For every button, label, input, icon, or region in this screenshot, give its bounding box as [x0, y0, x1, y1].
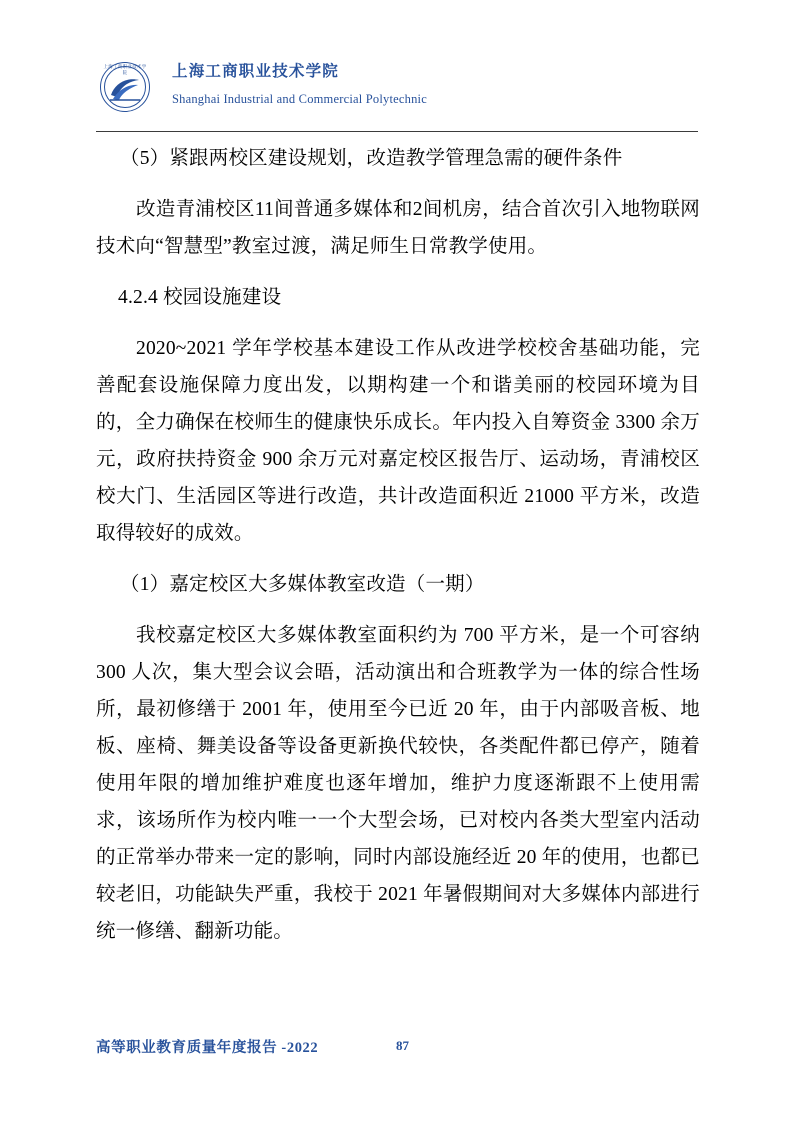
header-divider: [96, 131, 698, 132]
school-emblem-icon: [96, 60, 158, 116]
sub-paragraph-1: 我校嘉定校区大多媒体教室面积约为 700 平方米，是一个可容纳 300 人次，集大型会议会晤，活动演出和合班教学为一体的综合性场所，最初修缮于 2001 年，使用至今已近 20 年，由于内部吸音板、地板、座椅、舞美设备等设备更新换代较快，各类配件都已停产，随着使用年限的增加维护难度也逐年增加，维护力度逐渐跟不上使用需求，该场所作为校内唯一一个大型会场，已对校内各类大型室内活动的正常举办带来一定的影响，同时内部设施经近 20 年的使用，也都已较老旧，功能缺失严重，我校于 2021 年暑假期间对大多媒体内部进行统一修缮、翻新功能。: [96, 625, 700, 942]
document-body: [96, 140, 700, 950]
document-footer: [96, 1036, 700, 1060]
section-heading: 4.2.4 校园设施建设: [118, 287, 282, 308]
document-header: [96, 58, 696, 120]
emblem-inner-label: 上海工商职业技术学院: [103, 64, 147, 75]
emblem-swoosh-icon: [109, 75, 141, 101]
item5-heading: （5）紧跟两校区建设规划，改造教学管理急需的硬件条件: [120, 148, 623, 169]
header-title-en: Shanghai Industrial and Commercial Polytechnic: [172, 92, 427, 106]
item5-paragraph: 改造青浦校区11间普通多媒体和2间机房，结合首次引入地物联网技术向“智慧型”教室过渡，满足师生日常教学使用。: [96, 199, 700, 257]
header-title-cn: 上海工商职业技术学院: [172, 63, 340, 80]
sub-heading-1: （1）嘉定校区大多媒体教室改造（一期）: [120, 574, 485, 595]
header-title-group: [172, 58, 427, 109]
section-paragraph: 2020~2021 学年学校基本建设工作从改进学校校舍基础功能，完善配套设施保障力度出发，以期构建一个和谐美丽的校园环境为目的，全力确保在校师生的健康快乐成长。年内投入自筹资金 3300 余万元，政府扶持资金 900 余万元对嘉定校区报告厅、运动场，青浦校区校大门、生活园区等进行改造，共计改造面积近 21000 平方米，改造取得较好的成效。: [96, 338, 700, 544]
footer-label: 高等职业教育质量年度报告 -2022: [96, 1040, 319, 1056]
page-number: 87: [396, 1038, 409, 1053]
